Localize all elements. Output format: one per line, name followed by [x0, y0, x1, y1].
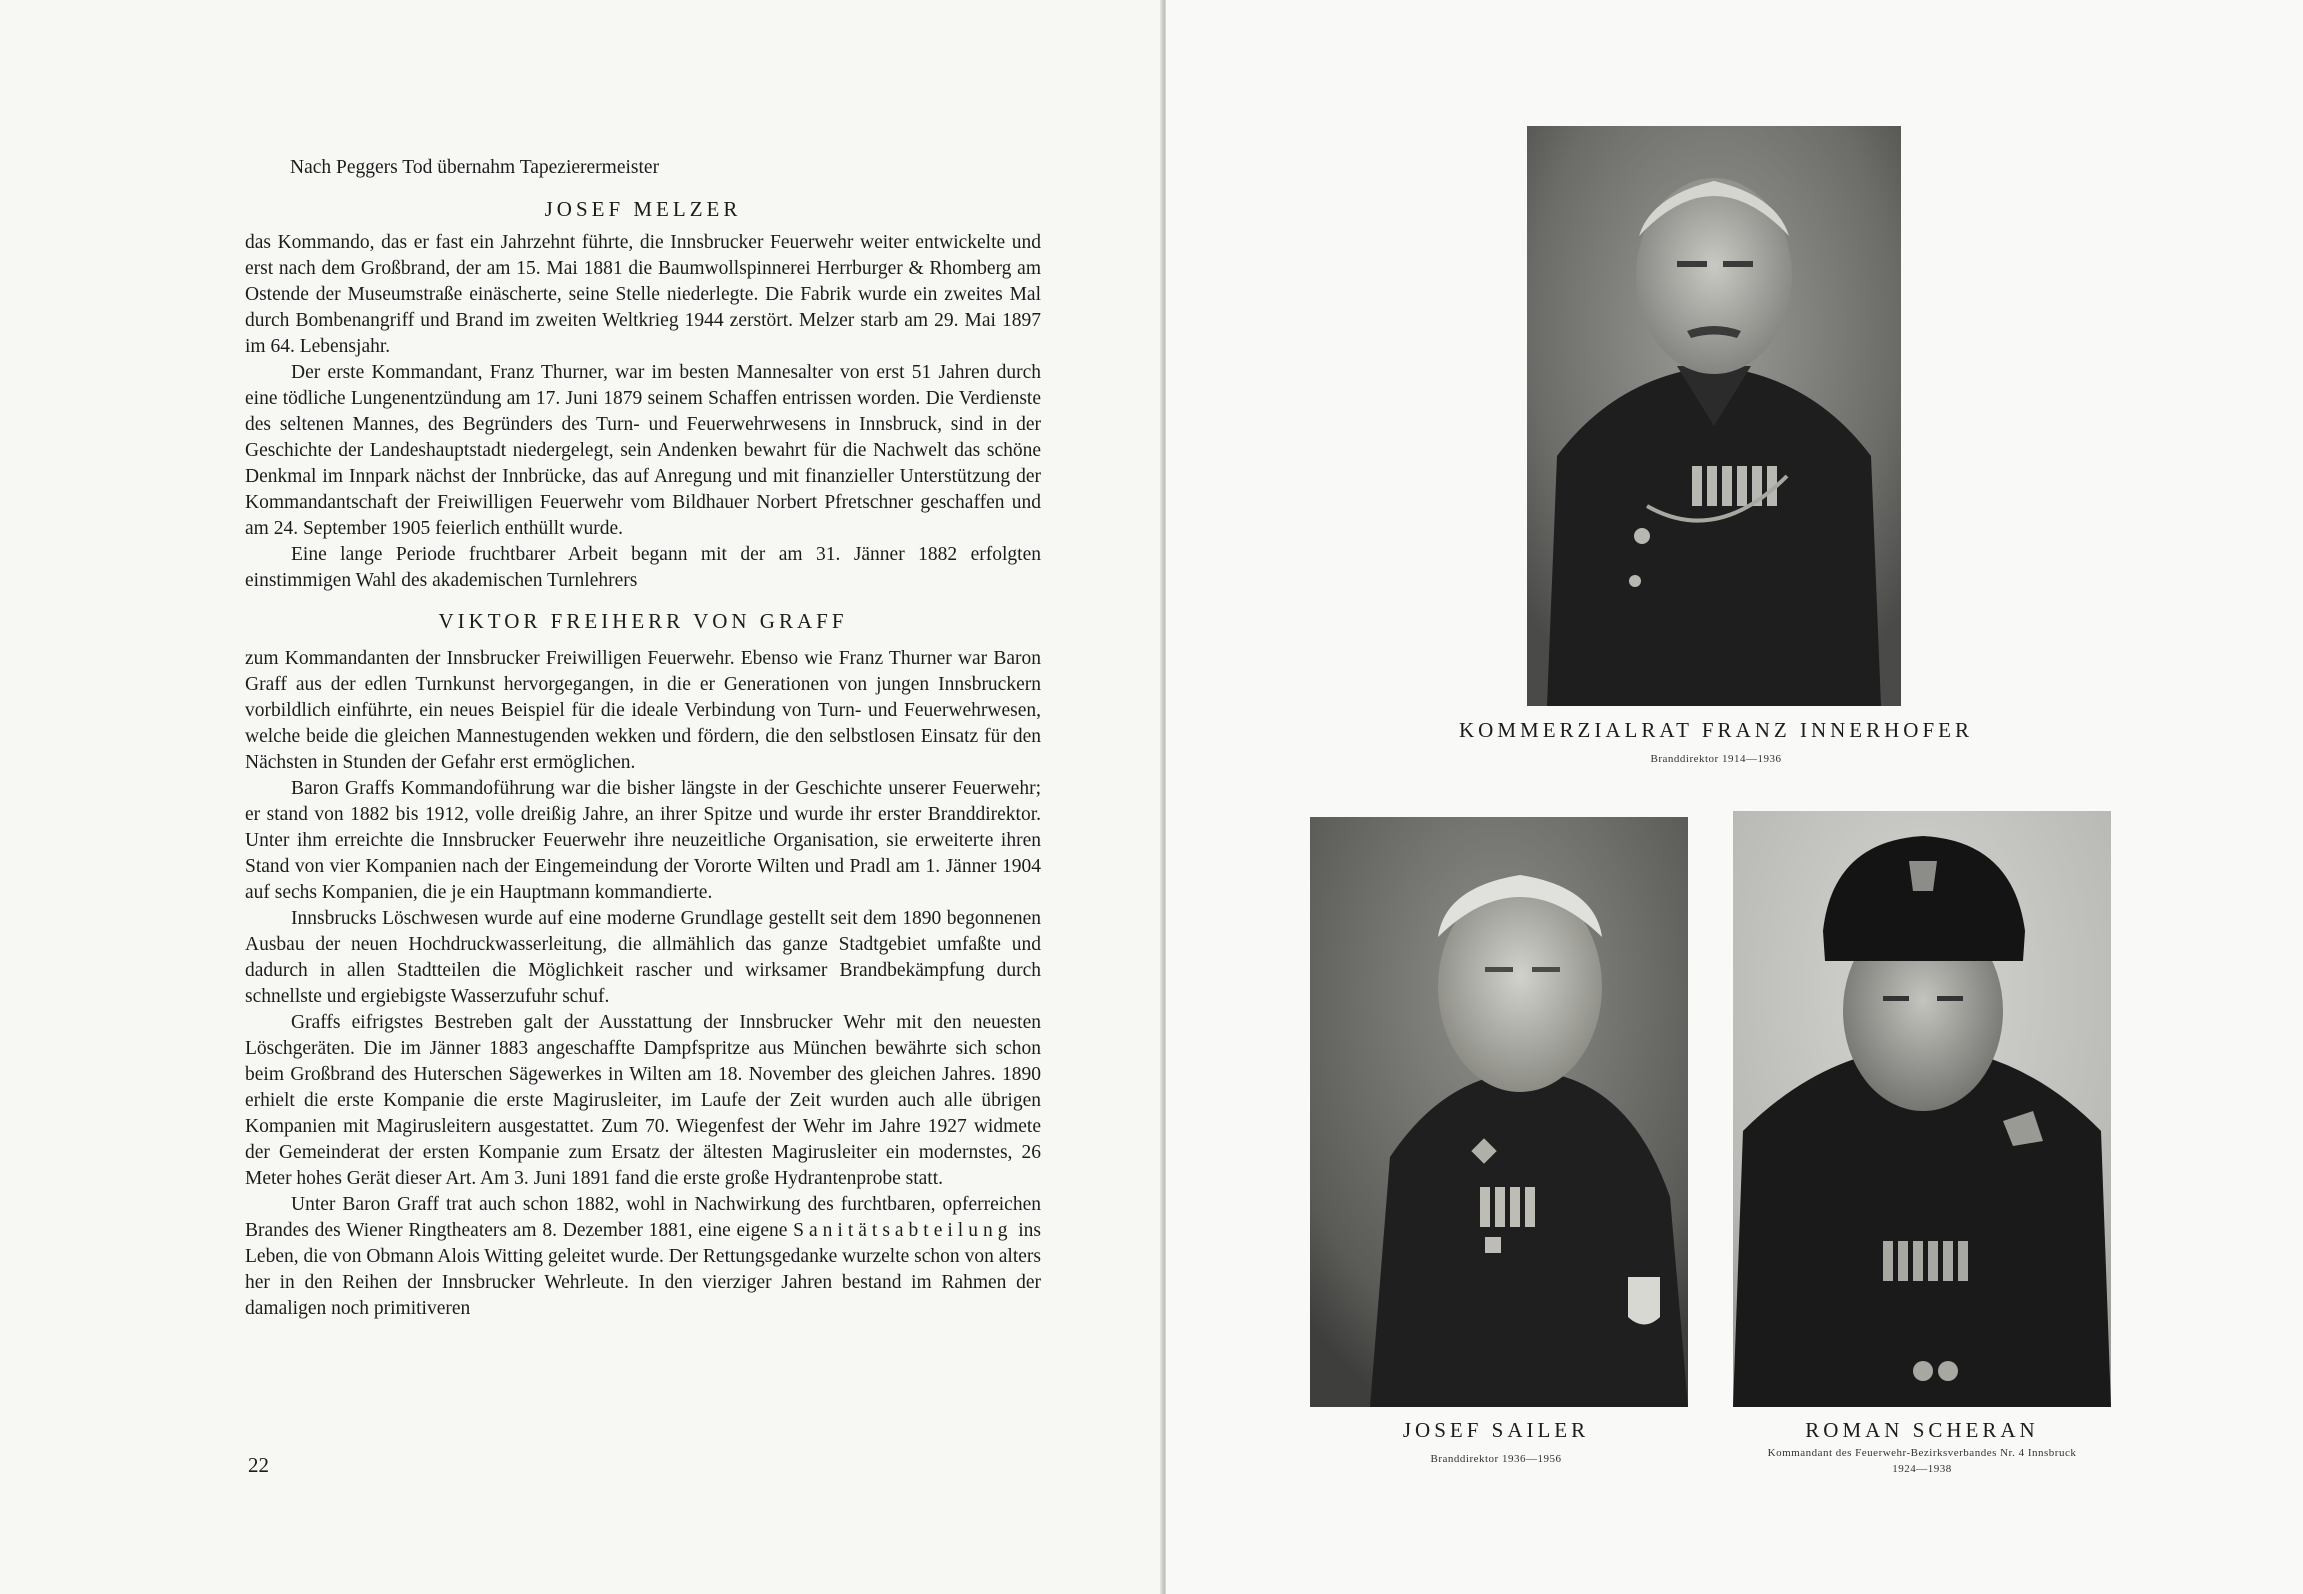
paragraph: Innsbrucks Löschwesen wurde auf eine moderne Grundlage gestellt seit dem 1890 begonnenen Ausbau der neuen Hochdruckwasserleitung, die allmählich das ganze Stadtgebiet umfaßte und dadurch in allen Stadtteilen die Möglichkeit rascher und wirksamer Brandbekämpfung durch schnellste und ergiebigste Wasserzufuhr schuf.: [245, 908, 1041, 1007]
caption-sailer-name: JOSEF SAILER: [1402, 1418, 1590, 1442]
portrait-scheran-image: [1733, 811, 2111, 1407]
caption-innerhofer-name: KOMMERZIALRAT FRANZ INNERHOFER: [1459, 718, 1973, 742]
portrait-photo-sailer: [1310, 817, 1688, 1407]
body-text: [245, 196, 1041, 1322]
right-page: [1166, 0, 2303, 1594]
heading-viktor-graff: VIKTOR FREIHERR VON GRAFF: [438, 609, 848, 633]
portrait-photo-innerhofer: [1527, 126, 1901, 706]
paragraph: Baron Graffs Kommandoführung war die bisher längste in der Geschichte unserer Feuerwehr; er stand von 1882 bis 1912, volle dreißig Jahre, an ihrer Spitze und wurde ihr erster Branddirektor. Unter ihm erreichte die Innsbrucker Feuerwehr ihre neuzeitliche Organisation, sie erweiterte ihren Stand von vier Kompanien nach der Eingemeindung der Vororte Wilten und Pradl am 1. Jänner 1904 auf sechs Kompanien, die je ein Hauptmann kommandierte.: [245, 778, 1041, 903]
spaced-term: Sanitätsabteilung: [793, 1220, 1013, 1241]
portrait-innerhofer-image: [1527, 126, 1901, 706]
paragraph: Eine lange Periode fruchtbarer Arbeit begann mit der am 31. Jänner 1882 erfolgten einstimmigen Wahl des akademischen Turnlehrers: [245, 544, 1041, 591]
paragraph-text: Unter Baron Graff trat auch schon 1882, wohl in Nachwirkung des furchtbaren, opferreichen Brandes des Wiener Ringtheaters am 8. Dezember 1881, eine eigene: [245, 1194, 1041, 1241]
portrait-sailer-image: [1310, 817, 1688, 1407]
caption-scheran-name: ROMAN SCHERAN: [1805, 1418, 2039, 1442]
page-number: 22: [248, 1453, 269, 1477]
paragraph: zum Kommandanten der Innsbrucker Freiwilligen Feuerwehr. Ebenso wie Franz Thurner war Baron Graff aus der edlen Turnkunst hervorgegangen, in die er Generationen von jungen Innsbruckern vorbildlich einführte, ein neues Beispiel für die ideale Verbindung von Turn- und Feuerwehrwesen, welche beide die gleichen Mannestugenden wekken und fördern, die den selbstlosen Einsatz für den Nächsten in Stunden der Gefahr erst ermöglichen.: [245, 648, 1041, 773]
caption-scheran-subtitle-line-1: Kommandant des Feuerwehr-Bezirksverbandes Nr. 4 Innsbruck: [1767, 1447, 2077, 1459]
paragraph: [245, 1192, 1041, 1322]
intro-line: Nach Peggers Tod übernahm Tapezierermeister: [290, 157, 660, 178]
paragraph: das Kommando, das er fast ein Jahrzehnt führte, die Innsbrucker Feuerwehr weiter entwickelte und erst nach dem Großbrand, der am 15. Mai 1881 die Baumwollspinnerei Herrburger & Rhomberg am Ostende der Museumstraße einäscherte, seine Stelle niederlegte. Die Fabrik wurde ein zweites Mal durch Bombenangriff und Brand im zweiten Weltkrieg 1944 zerstört. Melzer starb am 29. Mai 1897 im 64. Lebensjahr.: [245, 232, 1041, 357]
caption-sailer-subtitle: Branddirektor 1936—1956: [1430, 1453, 1562, 1465]
heading-josef-melzer: JOSEF MELZER: [544, 197, 742, 221]
caption-innerhofer-subtitle: Branddirektor 1914—1936: [1650, 753, 1782, 765]
portrait-photo-scheran: [1733, 811, 2111, 1407]
paragraph: Der erste Kommandant, Franz Thurner, war im besten Mannesalter von erst 51 Jahren durch eine tödliche Lungenentzündung am 17. Juni 1879 seinem Schaffen entrissen worden. Die Verdienste des seltenen Mannes, des Begründers des Turn- und Feuerwehrwesens in Innsbruck, sind in der Geschichte der Landeshauptstadt niedergelegt, sein Andenken bewahrt für die Nachwelt das schöne Denkmal im Innpark nächst der Innbrücke, das auf Anregung und mit finanzieller Unterstützung der Kommandantschaft der Freiwilligen Feuerwehr vom Bildhauer Norbert Pfretschner geschaffen und am 24. September 1905 feierlich enthüllt wurde.: [245, 362, 1041, 539]
caption-scheran-subtitle-line-2: 1924—1938: [1892, 1463, 1952, 1475]
paragraph: Graffs eifrigstes Bestreben galt der Ausstattung der Innsbrucker Wehr mit den neuesten Löschgeräten. Die im Jänner 1883 angeschaffte Dampfspritze aus München bewährte sich schon beim Großbrand des Huterschen Sägewerkes in Wilten am 18. November des gleichen Jahres. 1890 erhielt die erste Kompanie die erste Magirusleiter, im Laufe der Zeit wurden auch alle übrigen Kompanien mit Magirusleitern ausgestattet. Zum 70. Wiegenfest der Wehr im Jahre 1927 widmete der Gemeinderat der ersten Kompanie zum Ersatz der ältesten Magirusleiter ein modernstes, 26 Meter hohes Gerät dieser Art. Am 3. Juni 1891 fand die erste große Hydrantenprobe statt.: [245, 1012, 1041, 1189]
paragraph-text: ins Leben, die von Obmann Alois Witting geleitet wurde. Der Rettungsgedanke wurzelte schon von alters her in den Reihen der Innsbrucker Wehrleute. In den vierziger Jahren bestand im Rahmen der damaligen noch primitiveren: [245, 1220, 1041, 1319]
